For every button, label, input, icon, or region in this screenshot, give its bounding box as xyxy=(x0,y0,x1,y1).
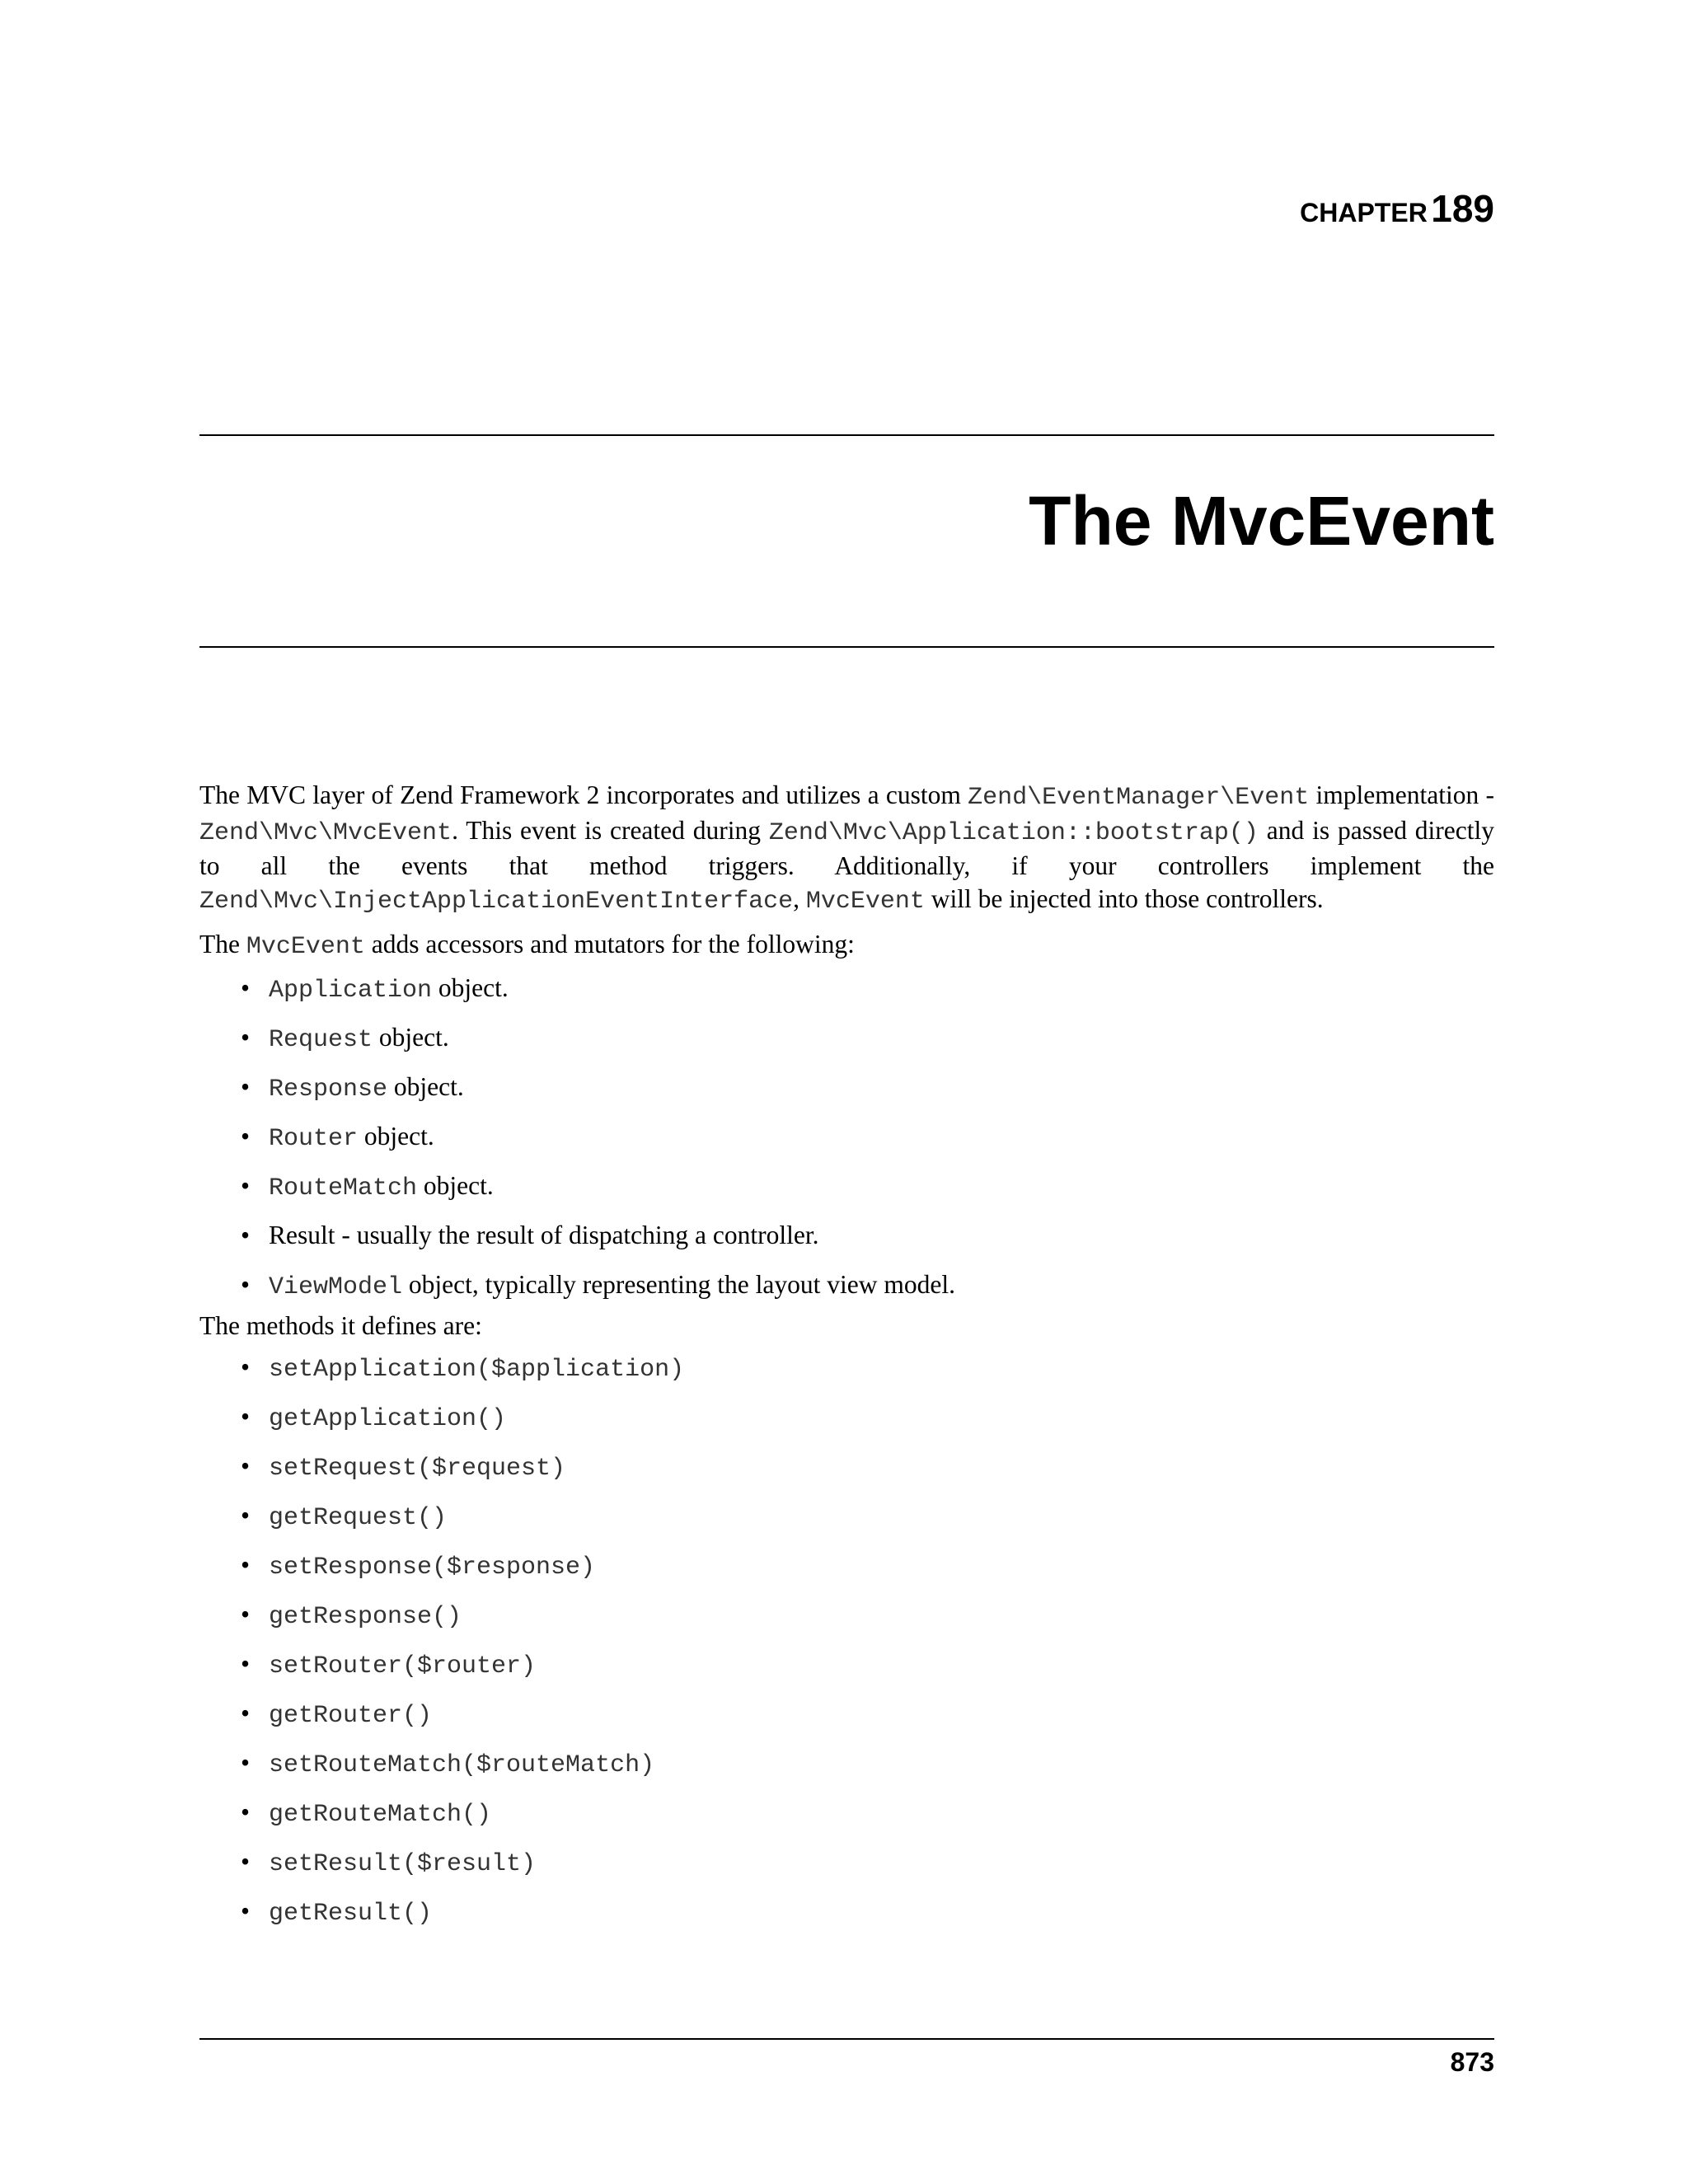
chapter-word: CHAPTER xyxy=(1300,198,1428,227)
list-item: • setRequest($request) xyxy=(199,1441,1494,1491)
title-rule-top xyxy=(199,434,1494,436)
methods-intro: The methods it defines are: xyxy=(199,1311,482,1340)
list-item: • RouteMatch object. xyxy=(199,1161,1494,1211)
list-item: • getApplication() xyxy=(199,1392,1494,1441)
list-item: • ViewModel object, typically representing the layout view model. xyxy=(199,1260,1494,1310)
intro-text-4: and is passed directly to all the events that method triggers. Additionally, if your controllers implement the xyxy=(199,816,1494,880)
list-item: • Response object. xyxy=(199,1062,1494,1112)
accessors-intro-text-1: The xyxy=(199,930,246,958)
list-item: • getResult() xyxy=(199,1886,1494,1936)
list-item: • Result - usually the result of dispatching a controller. xyxy=(199,1211,1494,1260)
list-item: • setResult($result) xyxy=(199,1837,1494,1886)
accessors-list xyxy=(199,963,1494,1310)
intro-text-6: will be injected into those controllers. xyxy=(924,884,1324,913)
list-item: • setApplication($application) xyxy=(199,1343,1494,1392)
list-item: • getResponse() xyxy=(199,1590,1494,1639)
list-item: • setResponse($response) xyxy=(199,1540,1494,1590)
intro-code-event: Zend\EventManager\Event xyxy=(968,784,1310,812)
intro-paragraph xyxy=(199,779,1494,918)
accessors-intro-code: MvcEvent xyxy=(246,933,365,961)
methods-list xyxy=(199,1343,1494,1936)
list-item: • getRouter() xyxy=(199,1689,1494,1738)
main-content xyxy=(199,779,1494,1936)
list-item: • getRequest() xyxy=(199,1491,1494,1540)
footer-rule xyxy=(199,2038,1494,2040)
accessors-intro-text-2: adds accessors and mutators for the following: xyxy=(364,930,855,958)
intro-text-3: . This event is created during xyxy=(452,816,769,845)
page-number: 873 xyxy=(1450,2047,1494,2077)
list-item: • Application object. xyxy=(199,963,1494,1013)
intro-code-bootstrap: Zend\Mvc\Application::bootstrap() xyxy=(768,819,1259,847)
intro-code-mvcevent-2: MvcEvent xyxy=(805,888,925,916)
intro-text-2: implementation - xyxy=(1309,780,1494,809)
intro-text-5: , xyxy=(793,884,806,913)
accessors-intro xyxy=(199,928,1494,963)
chapter-label xyxy=(1300,187,1494,230)
page-title: The MvcEvent xyxy=(1029,482,1494,560)
chapter-number: 189 xyxy=(1431,187,1494,230)
list-item: • Router object. xyxy=(199,1112,1494,1161)
list-item: • getRouteMatch() xyxy=(199,1788,1494,1837)
intro-code-mvcevent: Zend\Mvc\MvcEvent xyxy=(199,819,452,847)
list-item: • setRouter($router) xyxy=(199,1639,1494,1689)
intro-code-interface: Zend\Mvc\InjectApplicationEventInterface xyxy=(199,888,794,916)
title-rule-bottom xyxy=(199,646,1494,648)
list-item: • Request object. xyxy=(199,1013,1494,1062)
intro-text-1: The MVC layer of Zend Framework 2 incorporates and utilizes a custom xyxy=(199,780,968,809)
list-item: • setRouteMatch($routeMatch) xyxy=(199,1738,1494,1788)
